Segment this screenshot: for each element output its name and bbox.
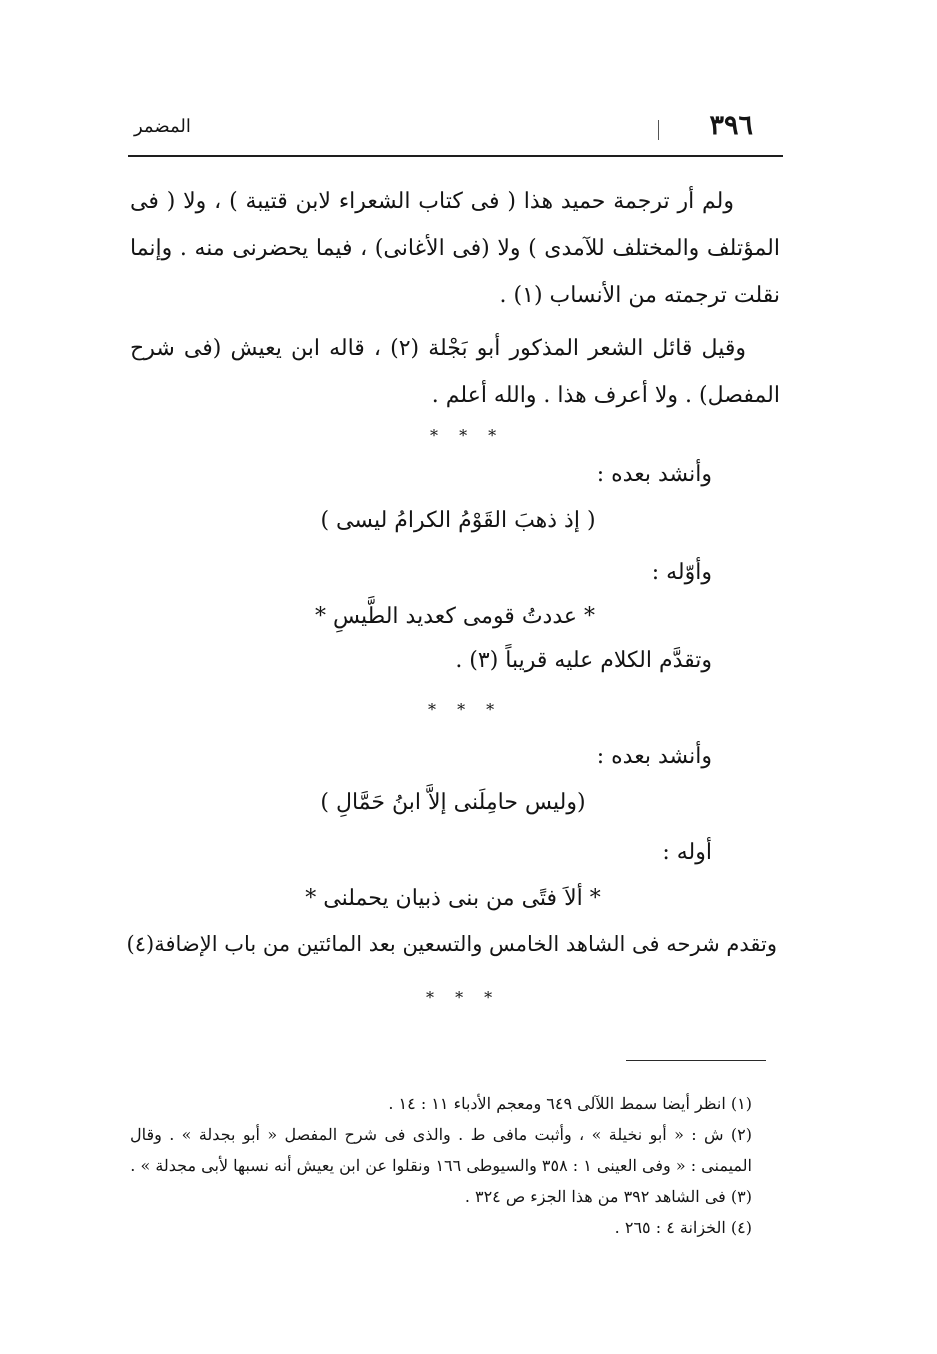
verse-line: (وليس حامِلَنى إلاَّ ابنُ حَمَّالِ ) [320,790,586,815]
footnote-2: (٢) ش : « أبو نخيلة » ، وأثبت مافى ط . والذى فى شرح المفصل « أبو بجدلة » . وقال الميمنى : « وفى العينى ١ : ٣٥٨ والسيوطى ١٦٦ ونقلوا عن ابن يعيش أنه نسبها لأبى مجدلة » . [130,1125,752,1175]
body-text [130,178,780,419]
section-separator: * * * [430,426,505,445]
recitation-intro: وأنشد بعده : [596,744,712,769]
cross-reference: وتقدَّم الكلام عليه قريباً (٣) . [455,648,712,673]
recitation-intro: وأنشد بعده : [596,462,712,487]
footnote-1: (١) انظر أيضا سمط اللآلى ٦٤٩ ومعجم الأدباء ١١ : ١٤ . [388,1094,752,1113]
page-header [128,108,783,146]
footnotes [130,1088,752,1243]
section-separator: * * * [426,988,501,1007]
footnote-rule [626,1060,766,1061]
verse-line: * ألاَ فتًى من بنى ذبيان يحملنى * [305,886,601,911]
footnote-4: (٤) الخزانة ٤ : ٢٦٥ . [614,1218,752,1237]
paragraph-translation-note: ولم أر ترجمة حميد هذا ( فى كتاب الشعراء لابن قتيبة ) ، ولا ( فى المؤتلف والمختلف للآمدى ) ولا (فى الأغانى) ، فيما يحضرنى منه . وإنما نقلت ترجمته من الأنساب (١) . [130,189,780,308]
page-number: ٣٩٦ [709,110,753,141]
verse-opening-intro: وأوّله : [651,560,712,585]
verse-line: * عددتُ قومى كعديد الطَّيسِ * [314,604,595,629]
cross-reference: وتقدم شرحه فى الشاهد الخامس والتسعين بعد المائتين من باب الإضافة(٤) [126,932,777,956]
header-divider-tick [658,120,659,140]
header-rule [128,155,783,157]
paragraph-attribution: وقيل قائل الشعر المذكور أبو بَجْلة (٢) ، قاله ابن يعيش (فى شرح المفصل) . ولا أعرف هذا . والله أعلم . [130,336,780,408]
section-separator: * * * [428,700,503,719]
verse-line: ( إذ ذهبَ القَوْمُ الكرامُ ليسى ) [320,508,596,533]
running-title: المضمر [134,116,191,137]
verse-opening-intro: أوله : [662,840,712,865]
footnote-3: (٣) فى الشاهد ٣٩٢ من هذا الجزء ص ٣٢٤ . [464,1187,752,1206]
